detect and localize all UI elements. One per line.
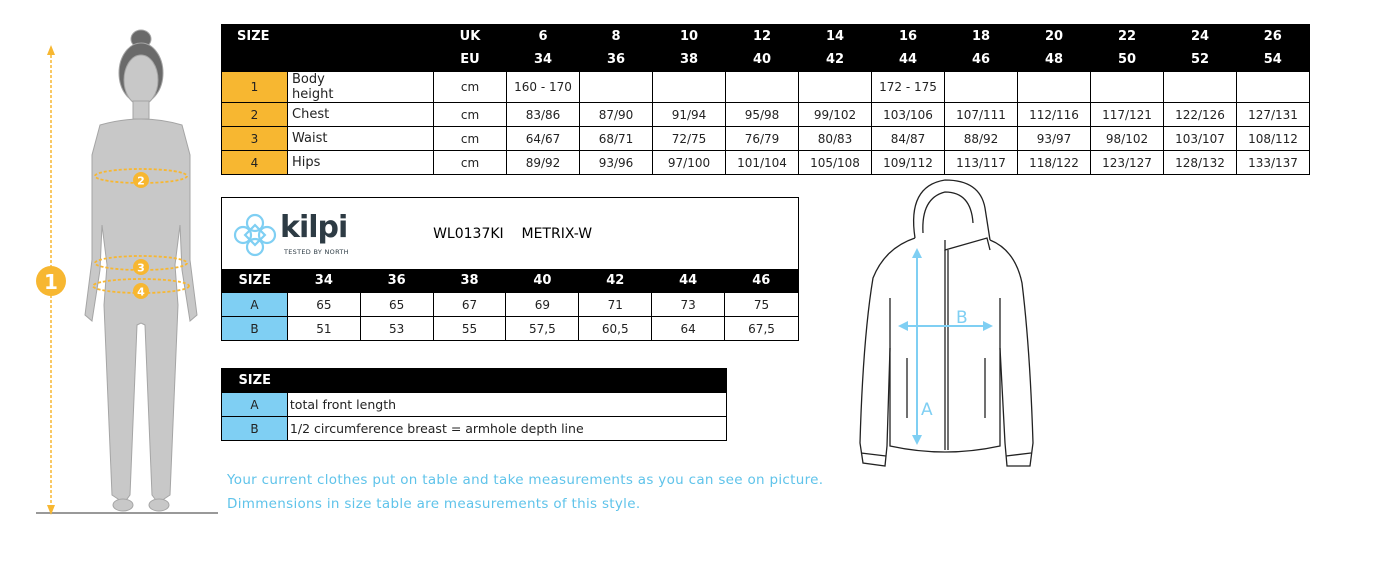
eu-size: 48 [1018, 48, 1091, 72]
measurement-cell: 99/102 [799, 103, 872, 127]
jacket-diagram [855, 178, 1040, 473]
eu-size: 50 [1091, 48, 1164, 72]
measurement-cell: 88/92 [945, 127, 1018, 151]
measurement-cell [1237, 72, 1310, 103]
row-unit: cm [434, 151, 507, 175]
row-label: Waist [288, 127, 361, 151]
uk-label: UK [434, 25, 507, 49]
measurement-cell: 65 [287, 293, 360, 317]
chest-marker-label: 2 [137, 174, 145, 188]
measurement-cell: 84/87 [872, 127, 945, 151]
measurement-cell: 108/112 [1237, 127, 1310, 151]
measurement-cell: 113/117 [945, 151, 1018, 175]
uk-size: 12 [726, 25, 799, 49]
front-length-arrow-top [912, 248, 922, 258]
chest-width-label: B [956, 308, 968, 328]
style-measurement-row [222, 293, 799, 317]
legend-row [222, 417, 727, 441]
height-marker-label: 1 [44, 270, 58, 294]
row-label: A [222, 293, 288, 317]
measurement-cell: 51 [287, 317, 360, 341]
style-size-header-row [222, 269, 799, 293]
style-size: 38 [433, 269, 506, 293]
measurement-cell: 101/104 [726, 151, 799, 175]
measurement-cell: 133/137 [1237, 151, 1310, 175]
style-size-table [221, 197, 799, 341]
legend-header-row [222, 369, 727, 393]
measurement-cell: 83/86 [507, 103, 580, 127]
body-measurement-figure [30, 25, 220, 520]
measurement-cell: 105/108 [799, 151, 872, 175]
row-label: Chest [288, 103, 361, 127]
measurement-cell: 160 - 170 [507, 72, 580, 103]
measurement-cell [653, 72, 726, 103]
uk-size: 6 [507, 25, 580, 49]
eu-size-row [222, 48, 1310, 72]
measurement-cell: 109/112 [872, 151, 945, 175]
size-header: SIZE [222, 269, 288, 293]
height-arrow-top [47, 45, 55, 55]
measurement-cell [1091, 72, 1164, 103]
front-length-arrow-bottom [912, 435, 922, 445]
uk-size: 8 [580, 25, 653, 49]
row-label-spacer [361, 103, 434, 127]
measurement-cell: 67 [433, 293, 506, 317]
measurement-cell: 80/83 [799, 127, 872, 151]
eu-size: 54 [1237, 48, 1310, 72]
row-label: Body height [288, 72, 361, 103]
eu-size: 42 [799, 48, 872, 72]
measurement-cell: 64 [652, 317, 725, 341]
eu-size: 40 [726, 48, 799, 72]
eu-label: EU [434, 48, 507, 72]
measurement-cell: 87/90 [580, 103, 653, 127]
measurement-cell: 98/102 [1091, 127, 1164, 151]
measurement-cell [1164, 72, 1237, 103]
measurement-cell: 67,5 [725, 317, 799, 341]
size-chart-table [221, 24, 1310, 175]
row-label-spacer [361, 127, 434, 151]
header-spacer [287, 369, 726, 393]
hips-marker-label: 4 [137, 285, 145, 299]
style-size: 44 [652, 269, 725, 293]
kilpi-logo [222, 198, 434, 270]
measurement-cell [580, 72, 653, 103]
row-label: B [222, 417, 288, 441]
eu-size: 34 [507, 48, 580, 72]
eu-size: 46 [945, 48, 1018, 72]
uk-size: 18 [945, 25, 1018, 49]
row-label-spacer [361, 151, 434, 175]
uk-size: 10 [653, 25, 726, 49]
measurement-cell: 122/126 [1164, 103, 1237, 127]
measurement-cell [799, 72, 872, 103]
chest-width-arrow-right [983, 321, 993, 331]
uk-size: 14 [799, 25, 872, 49]
measurement-cell: 76/79 [726, 127, 799, 151]
legend-row [222, 393, 727, 417]
measurement-cell: 64/67 [507, 127, 580, 151]
legend-description: 1/2 circumference breast = armhole depth line [287, 417, 726, 441]
measurement-cell: 95/98 [726, 103, 799, 127]
style-id [433, 198, 798, 270]
row-label: Hips [288, 151, 361, 175]
eu-size: 44 [872, 48, 945, 72]
row-number: 3 [222, 127, 288, 151]
measurement-cell: 107/111 [945, 103, 1018, 127]
measurement-cell: 55 [433, 317, 506, 341]
row-unit: cm [434, 72, 507, 103]
legend-description: total front length [287, 393, 726, 417]
measurement-cell: 72/75 [653, 127, 726, 151]
row-number: 2 [222, 103, 288, 127]
uk-size: 20 [1018, 25, 1091, 49]
measurement-cell: 172 - 175 [872, 72, 945, 103]
front-length-label: A [921, 400, 933, 420]
style-size: 36 [360, 269, 433, 293]
measurement-cell [945, 72, 1018, 103]
brand-name: kilpi [280, 210, 348, 245]
uk-size: 26 [1237, 25, 1310, 49]
measurement-cell [1018, 72, 1091, 103]
measurement-cell: 103/106 [872, 103, 945, 127]
measurement-legend-table [221, 368, 727, 441]
uk-size: 16 [872, 25, 945, 49]
brand-tagline: TESTED BY NORTH [284, 248, 349, 256]
instruction-note: Your current clothes put on table and take measurements as you can see on picture. [227, 472, 824, 488]
waist-marker-label: 3 [137, 261, 145, 275]
row-label: B [222, 317, 288, 341]
style-size: 40 [506, 269, 579, 293]
style-size: 42 [579, 269, 652, 293]
row-number: 1 [222, 72, 288, 103]
measurement-cell: 69 [506, 293, 579, 317]
measurement-cell: 75 [725, 293, 799, 317]
measurement-cell: 68/71 [580, 127, 653, 151]
row-label-spacer [361, 72, 434, 103]
measurement-cell: 57,5 [506, 317, 579, 341]
header-spacer [222, 48, 434, 72]
measurement-cell: 103/107 [1164, 127, 1237, 151]
measurement-cell: 60,5 [579, 317, 652, 341]
measurement-row [222, 103, 1310, 127]
measurement-cell: 93/96 [580, 151, 653, 175]
measurement-cell: 127/131 [1237, 103, 1310, 127]
measurement-cell: 112/116 [1018, 103, 1091, 127]
measurement-cell: 71 [579, 293, 652, 317]
measurement-cell: 65 [360, 293, 433, 317]
uk-size: 24 [1164, 25, 1237, 49]
measurement-cell: 123/127 [1091, 151, 1164, 175]
row-number: 4 [222, 151, 288, 175]
measurement-cell [726, 72, 799, 103]
style-measurement-row [222, 317, 799, 341]
eu-size: 52 [1164, 48, 1237, 72]
measurement-cell: 73 [652, 293, 725, 317]
uk-size-row [222, 25, 1310, 49]
measurement-cell: 89/92 [507, 151, 580, 175]
style-size: 46 [725, 269, 799, 293]
measurement-row [222, 127, 1310, 151]
eu-size: 38 [653, 48, 726, 72]
measurement-cell: 97/100 [653, 151, 726, 175]
measurement-cell: 128/132 [1164, 151, 1237, 175]
row-label: A [222, 393, 288, 417]
measurement-cell: 117/121 [1091, 103, 1164, 127]
uk-size: 22 [1091, 25, 1164, 49]
measurement-cell: 93/97 [1018, 127, 1091, 151]
measurement-cell: 118/122 [1018, 151, 1091, 175]
measurement-row [222, 151, 1310, 175]
dimension-note: Dimmensions in size table are measurements of this style. [227, 496, 641, 512]
kilpi-knot-icon [232, 212, 278, 258]
chest-width-arrow-left [898, 321, 908, 331]
measurement-cell: 91/94 [653, 103, 726, 127]
row-unit: cm [434, 103, 507, 127]
eu-size: 36 [580, 48, 653, 72]
style-size: 34 [287, 269, 360, 293]
size-header: SIZE [222, 369, 288, 393]
measurement-cell: 53 [360, 317, 433, 341]
measurement-row [222, 72, 1310, 103]
size-header: SIZE [222, 25, 434, 49]
style-code: WL0137KI [433, 225, 504, 242]
style-name: METRIX-W [521, 225, 593, 242]
style-header-row [222, 198, 799, 270]
row-unit: cm [434, 127, 507, 151]
